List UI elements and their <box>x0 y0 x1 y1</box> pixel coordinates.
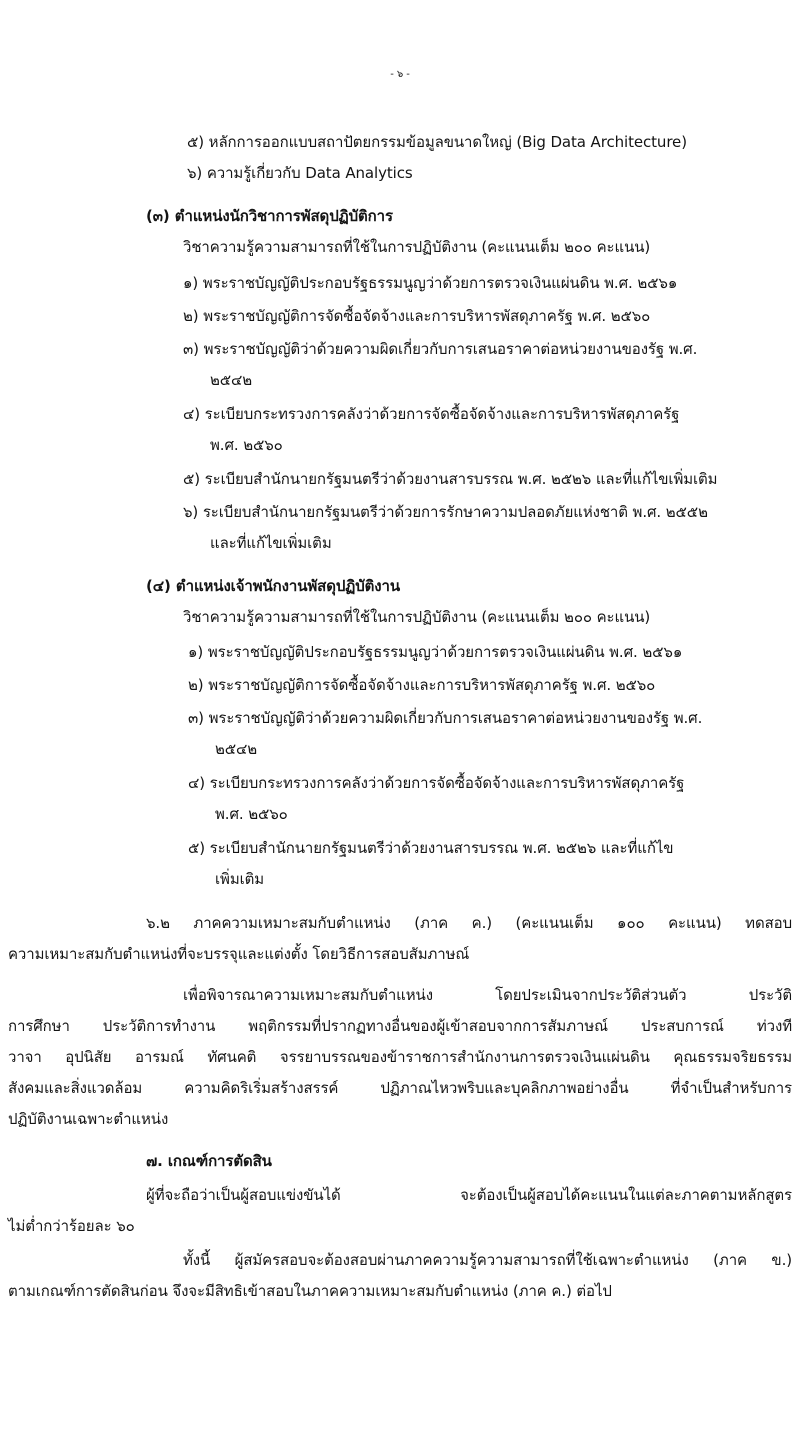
section-3-item-3-cont: ๒๕๔๒ <box>210 371 253 389</box>
section-3-heading: (๓) ตำแหน่งนักวิชาการพัสดุปฏิบัติการ <box>146 207 393 225</box>
section-3-item-6-cont: และที่แก้ไขเพิ่มเติม <box>210 534 332 552</box>
section-4-item-5-cont: เพิ่มเติม <box>215 870 265 888</box>
section-3-item-4-cont: พ.ศ. ๒๕๖๐ <box>210 436 283 454</box>
section-3-subject: วิชาความรู้ความสามารถที่ใช้ในการปฏิบัติงาน (คะแนนเต็ม ๒๐๐ คะแนน) <box>183 238 651 256</box>
part-c-line-4: การศึกษา ประวัติการทำงาน พฤติกรรมที่ปรากฏทางอื่นของผู้เข้าสอบจากการสัมภาษณ์ ประสบการณ์ ท่วงที <box>8 1017 792 1035</box>
section-3-item-2: ๒) พระราชบัญญัติการจัดซื้อจัดจ้างและการบริหารพัสดุภาครัฐ พ.ศ. ๒๕๖๐ <box>183 307 651 325</box>
part-c-line-3: เพื่อพิจารณาความเหมาะสมกับตำแหน่ง โดยประเมินจากประวัติส่วนตัว ประวัติ <box>183 986 792 1004</box>
section-3-item-1: ๑) พระราชบัญญัติประกอบรัฐธรรมนูญว่าด้วยการตรวจเงินแผ่นดิน พ.ศ. ๒๕๖๑ <box>183 274 678 292</box>
section-7-line-1: ผู้ที่จะถือว่าเป็นผู้สอบแข่งขันได้ จะต้องเป็นผู้สอบได้คะแนนในแต่ละภาคตามหลักสูตร <box>146 1186 792 1204</box>
page-number: - ๖ - <box>390 69 410 80</box>
intro-item-5: ๕) หลักการออกแบบสถาปัตยกรรมข้อมูลขนาดใหญ่ (Big Data Architecture) <box>187 133 687 151</box>
section-4-item-2: ๒) พระราชบัญญัติการจัดซื้อจัดจ้างและการบริหารพัสดุภาครัฐ พ.ศ. ๒๕๖๐ <box>188 676 656 694</box>
intro-item-6: ๖) ความรู้เกี่ยวกับ Data Analytics <box>187 164 413 182</box>
section-4-item-3-cont: ๒๕๔๒ <box>215 740 258 758</box>
section-4-item-3: ๓) พระราชบัญญัติว่าด้วยความผิดเกี่ยวกับการเสนอราคาต่อหน่วยงานของรัฐ พ.ศ. <box>188 709 703 727</box>
section-7-line-2: ไม่ต่ำกว่าร้อยละ ๖๐ <box>8 1217 135 1235</box>
section-4-subject: วิชาความรู้ความสามารถที่ใช้ในการปฏิบัติงาน (คะแนนเต็ม ๒๐๐ คะแนน) <box>183 608 651 626</box>
section-3-item-5: ๕) ระเบียบสำนักนายกรัฐมนตรีว่าด้วยงานสารบรรณ พ.ศ. ๒๕๒๖ และที่แก้ไขเพิ่มเติม <box>183 470 718 488</box>
section-4-heading: (๔) ตำแหน่งเจ้าพนักงานพัสดุปฏิบัติงาน <box>146 577 400 595</box>
part-c-line-5: วาจา อุปนิสัย อารมณ์ ทัศนคติ จรรยาบรรณของข้าราชการสำนักงานการตรวจเงินแผ่นดิน คุณธรรมจริยธรรม <box>8 1048 792 1066</box>
section-7-line-3: ทั้งนี้ ผู้สมัครสอบจะต้องสอบผ่านภาคความรู้ความสามารถที่ใช้เฉพาะตำแหน่ง (ภาค ข.) <box>183 1251 792 1269</box>
part-c-line-2: ความเหมาะสมกับตำแหน่งที่จะบรรจุและแต่งตั้ง โดยวิธีการสอบสัมภาษณ์ <box>8 945 470 963</box>
section-7-line-4: ตามเกณฑ์การตัดสินก่อน จึงจะมีสิทธิเข้าสอบในภาคความเหมาะสมกับตำแหน่ง (ภาค ค.) ต่อไป <box>8 1282 612 1300</box>
section-4-item-1: ๑) พระราชบัญญัติประกอบรัฐธรรมนูญว่าด้วยการตรวจเงินแผ่นดิน พ.ศ. ๒๕๖๑ <box>188 643 683 661</box>
section-3-item-4: ๔) ระเบียบกระทรวงการคลังว่าด้วยการจัดซื้อจัดจ้างและการบริหารพัสดุภาครัฐ <box>183 405 680 423</box>
part-c-line-6: สังคมและสิ่งแวดล้อม ความคิดริเริ่มสร้างสรรค์ ปฏิภาณไหวพริบและบุคลิกภาพอย่างอื่น ที่จำเป็นสำหรับการ <box>8 1079 792 1097</box>
section-4-item-4-cont: พ.ศ. ๒๕๖๐ <box>215 805 288 823</box>
section-3-item-6: ๖) ระเบียบสำนักนายกรัฐมนตรีว่าด้วยการรักษาความปลอดภัยแห่งชาติ พ.ศ. ๒๕๕๒ <box>183 503 708 521</box>
section-4-item-4: ๔) ระเบียบกระทรวงการคลังว่าด้วยการจัดซื้อจัดจ้างและการบริหารพัสดุภาครัฐ <box>188 774 685 792</box>
section-4-item-5: ๕) ระเบียบสำนักนายกรัฐมนตรีว่าด้วยงานสารบรรณ พ.ศ. ๒๕๒๖ และที่แก้ไข <box>188 839 674 857</box>
part-c-line-7: ปฏิบัติงานเฉพาะตำแหน่ง <box>8 1110 169 1128</box>
part-c-line-1: ๖.๒ ภาคความเหมาะสมกับตำแหน่ง (ภาค ค.) (คะแนนเต็ม ๑๐๐ คะแนน) ทดสอบ <box>146 914 792 932</box>
section-3-item-3: ๓) พระราชบัญญัติว่าด้วยความผิดเกี่ยวกับการเสนอราคาต่อหน่วยงานของรัฐ พ.ศ. <box>183 340 698 358</box>
section-7-heading: ๗. เกณฑ์การตัดสิน <box>146 1152 272 1170</box>
